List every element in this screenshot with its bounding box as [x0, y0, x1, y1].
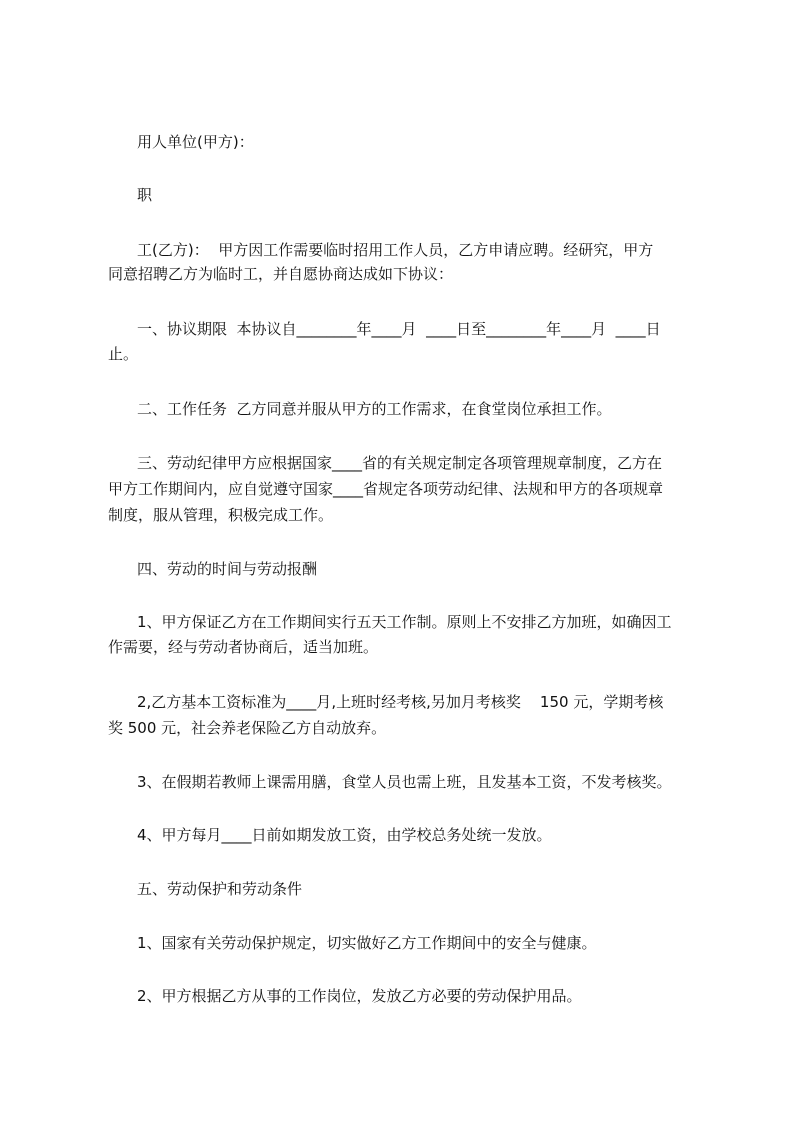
section3-line-1: 三、劳动纪律甲方应根据国家____省的有关规定制定各项管理规章制度，乙方在	[137, 454, 663, 472]
section5-item2: 2、甲方根据乙方从事的工作岗位，发放乙方必要的劳动保护用品。	[137, 987, 582, 1005]
section1-line-1: 一、协议期限 本协议自________年____月 ____日至________年____月 ____日	[137, 320, 661, 338]
section3-line-3: 制度，服从管理，积极完成工作。	[108, 506, 334, 524]
employer-label: 用人单位(甲方)：	[137, 133, 254, 151]
intro-line-1: 工(乙方)： 甲方因工作需要临时招用工作人员，乙方申请应聘。经研究，甲方	[137, 241, 654, 259]
section4-heading: 四、劳动的时间与劳动报酬	[137, 560, 318, 578]
section4-item2-line-2: 奖 500 元，社会养老保险乙方自动放弃。	[108, 719, 387, 737]
intro-line-2: 同意招聘乙方为临时工，并自愿协商达成如下协议：	[108, 265, 454, 283]
section4-item1-line-1: 1、甲方保证乙方在工作期间实行五天工作制。原则上不安排乙方加班，如确因工	[137, 613, 672, 631]
section2-text: 二、工作任务 乙方同意并服从甲方的工作需求，在食堂岗位承担工作。	[137, 400, 612, 418]
section5-item1: 1、国家有关劳动保护规定，切实做好乙方工作期间中的安全与健康。	[137, 934, 597, 952]
section4-item3: 3、在假期若教师上课需用膳，食堂人员也需上班，且发基本工资，不发考核奖。	[137, 773, 672, 791]
section4-item1-line-2: 作需要，经与劳动者协商后，适当加班。	[108, 638, 379, 656]
section5-heading: 五、劳动保护和劳动条件	[137, 880, 303, 898]
section1-line-2: 止。	[108, 345, 139, 363]
section3-line-2: 甲方工作期间内，应自觉遵守国家____省规定各项劳动纪律、法规和甲方的各项规章	[108, 480, 664, 498]
zhi-text: 职	[137, 186, 153, 204]
section4-item2-line-1: 2,乙方基本工资标准为____月,上班时经考核,另加月考核奖 150 元，学期考核	[137, 693, 664, 711]
section4-item4: 4、甲方每月____日前如期发放工资，由学校总务处统一发放。	[137, 826, 552, 844]
